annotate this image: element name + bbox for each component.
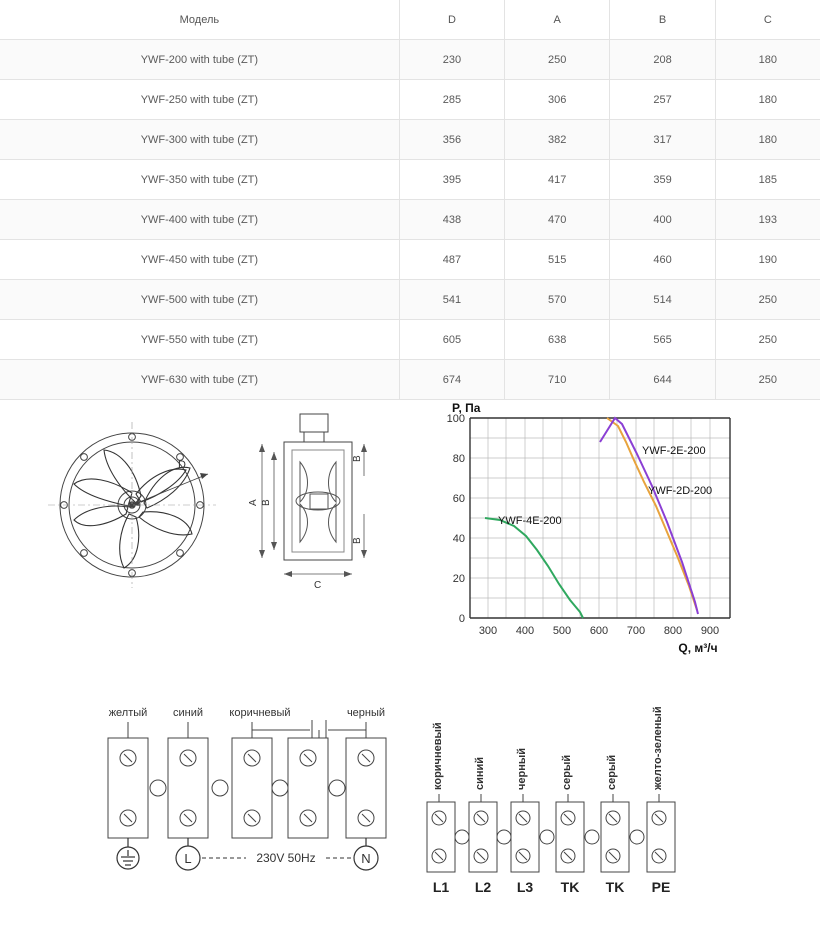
- side-view-dimensions: [259, 444, 367, 577]
- cell-a: 470: [505, 200, 610, 240]
- dimension-label-b-left: B: [261, 499, 272, 506]
- fan-blades: [74, 450, 192, 568]
- cell-b: 514: [610, 280, 715, 320]
- cell-b: 565: [610, 320, 715, 360]
- x-tick-label: 400: [515, 625, 535, 637]
- wire-color-labels-vertical: [432, 706, 664, 791]
- cell-d: 674: [399, 360, 504, 400]
- bolt-hole: [81, 454, 88, 461]
- terminal-block: [108, 738, 148, 838]
- cell-a: 250: [505, 40, 610, 80]
- terminal-block: [601, 802, 629, 872]
- cell-b: 317: [610, 120, 715, 160]
- y-tick-label: 40: [452, 533, 465, 545]
- table-row: [0, 40, 820, 80]
- wire-label-gray-1: серый: [561, 754, 573, 790]
- cell-model: YWF-500 with tube (ZT): [0, 280, 399, 320]
- cell-a: 710: [505, 360, 610, 400]
- table-header-row: [0, 0, 820, 40]
- table-body: [0, 40, 820, 400]
- dimension-label-b-top: B: [352, 455, 363, 462]
- terminal-block: [427, 802, 455, 872]
- cell-b: 460: [610, 240, 715, 280]
- cell-a: 382: [505, 120, 610, 160]
- cell-a: 306: [505, 80, 610, 120]
- cell-c: 250: [715, 360, 820, 400]
- y-tick-label: 0: [458, 613, 465, 625]
- cell-c: 185: [715, 160, 820, 200]
- x-tick-label: 300: [478, 625, 498, 637]
- performance-chart: [430, 400, 770, 670]
- column-header-model: Модель: [0, 0, 399, 40]
- wire-leadins: [128, 720, 366, 740]
- terminal-n-label: N: [361, 851, 371, 866]
- terminal-label-pe: PE: [651, 879, 671, 895]
- series-label-ywf-2e-200: YWF-2E-200: [642, 445, 706, 457]
- terminal-block: [556, 802, 584, 872]
- wire-color-labels: [109, 707, 385, 719]
- dimension-label-c: C: [314, 580, 322, 591]
- dimension-label-a: A: [248, 499, 259, 506]
- terminal-label-l3: L3: [516, 879, 534, 895]
- bolt-hole: [81, 550, 88, 557]
- y-tick-label: 20: [452, 573, 465, 585]
- table-row: [0, 280, 820, 320]
- x-tick-label: 900: [700, 625, 720, 637]
- cell-d: 487: [399, 240, 504, 280]
- supply-voltage-label: 230V 50Hz: [256, 851, 316, 865]
- cell-model: YWF-400 with tube (ZT): [0, 200, 399, 240]
- cell-a: 515: [505, 240, 610, 280]
- cell-c: 250: [715, 280, 820, 320]
- terminal-blocks: [427, 802, 675, 872]
- wire-label-blue: синий: [474, 756, 486, 790]
- y-tick-label: 100: [446, 413, 465, 425]
- wire-label-blue: синий: [172, 707, 204, 719]
- cell-d: 356: [399, 120, 504, 160]
- series-label-ywf-4e-200: YWF-4E-200: [498, 515, 562, 527]
- cell-b: 359: [610, 160, 715, 200]
- table-row: [0, 160, 820, 200]
- cell-c: 180: [715, 120, 820, 160]
- chart-y-axis-label: P, Па: [452, 401, 481, 415]
- cell-a: 570: [505, 280, 610, 320]
- x-tick-label: 500: [552, 625, 572, 637]
- wire-label-gray-2: серый: [606, 754, 618, 790]
- x-tick-label: 700: [626, 625, 646, 637]
- table-header: [0, 0, 820, 40]
- terminal-block: [168, 738, 208, 838]
- table-row: [0, 200, 820, 240]
- cell-d: 285: [399, 80, 504, 120]
- cell-d: 395: [399, 160, 504, 200]
- terminal-block: [469, 802, 497, 872]
- drawings-and-chart-section: [0, 400, 820, 690]
- terminal-l-label: L: [184, 851, 192, 866]
- cell-a: 638: [505, 320, 610, 360]
- terminal-label-tk-1: TK: [560, 879, 580, 895]
- cell-d: 541: [399, 280, 504, 320]
- earth-ground-icon: [117, 838, 139, 869]
- wire-label-black: черный: [516, 747, 528, 790]
- terminal-block: [232, 738, 272, 838]
- junction-box: [300, 414, 328, 432]
- three-phase-wiring-diagram: [425, 690, 715, 910]
- cell-c: 250: [715, 320, 820, 360]
- terminal-label-l2: L2: [474, 879, 492, 895]
- column-header-a: A: [505, 0, 610, 40]
- chart-y-ticks: [447, 413, 465, 625]
- dimension-label-d: D: [178, 459, 186, 471]
- single-phase-wiring-diagram: [90, 700, 410, 900]
- chart-x-ticks: [479, 625, 719, 637]
- table-row: [0, 360, 820, 400]
- column-header-d: D: [399, 0, 504, 40]
- terminal-block: [647, 802, 675, 872]
- cell-c: 180: [715, 40, 820, 80]
- cell-model: YWF-350 with tube (ZT): [0, 160, 399, 200]
- terminal-block: [511, 802, 539, 872]
- fan-front-view-drawing: [40, 410, 240, 600]
- wire-label-brown: коричневый: [432, 722, 444, 790]
- cell-c: 193: [715, 200, 820, 240]
- table-row: [0, 240, 820, 280]
- bolt-hole: [177, 550, 184, 557]
- cell-model: YWF-550 with tube (ZT): [0, 320, 399, 360]
- series-line-ywf-4e-200: [485, 518, 583, 618]
- cell-model: YWF-250 with tube (ZT): [0, 80, 399, 120]
- column-header-c: C: [715, 0, 820, 40]
- specifications-table: [0, 0, 820, 400]
- terminal-screws: [432, 811, 666, 863]
- column-header-b: B: [610, 0, 715, 40]
- cell-model: YWF-300 with tube (ZT): [0, 120, 399, 160]
- cell-c: 190: [715, 240, 820, 280]
- cell-model: YWF-450 with tube (ZT): [0, 240, 399, 280]
- table-row: [0, 80, 820, 120]
- fan-side-view-drawing: [248, 402, 428, 602]
- wire-label-yellow-green: желто-зеленый: [652, 706, 664, 790]
- cell-b: 208: [610, 40, 715, 80]
- terminal-block: [288, 738, 328, 838]
- dimension-label-b-bottom: B: [352, 537, 363, 544]
- table-row: [0, 120, 820, 160]
- cell-c: 180: [715, 80, 820, 120]
- x-tick-label: 600: [589, 625, 609, 637]
- terminal-label-l1: L1: [432, 879, 450, 895]
- cell-d: 230: [399, 40, 504, 80]
- wire-label-brown: коричневый: [229, 707, 291, 719]
- terminal-block: [346, 738, 386, 838]
- series-label-ywf-2d-200: YWF-2D-200: [648, 485, 713, 497]
- terminal-label-tk-2: TK: [605, 879, 625, 895]
- chart-x-axis-label: Q, м³/ч: [678, 641, 718, 655]
- x-tick-label: 800: [663, 625, 683, 637]
- cell-model: YWF-200 with tube (ZT): [0, 40, 399, 80]
- housing-outline: [284, 442, 352, 560]
- cell-d: 438: [399, 200, 504, 240]
- cell-b: 644: [610, 360, 715, 400]
- cell-b: 257: [610, 80, 715, 120]
- wire-leadins: [439, 794, 659, 802]
- y-tick-label: 60: [452, 493, 465, 505]
- cell-model: YWF-630 with tube (ZT): [0, 360, 399, 400]
- cell-b: 400: [610, 200, 715, 240]
- y-tick-label: 80: [452, 453, 465, 465]
- wire-label-black: черный: [346, 707, 386, 719]
- cell-d: 605: [399, 320, 504, 360]
- terminal-labels: [433, 879, 671, 895]
- table-row: [0, 320, 820, 360]
- cell-a: 417: [505, 160, 610, 200]
- wire-label-yellow: желтый: [108, 707, 148, 719]
- wiring-diagrams-section: [0, 690, 820, 950]
